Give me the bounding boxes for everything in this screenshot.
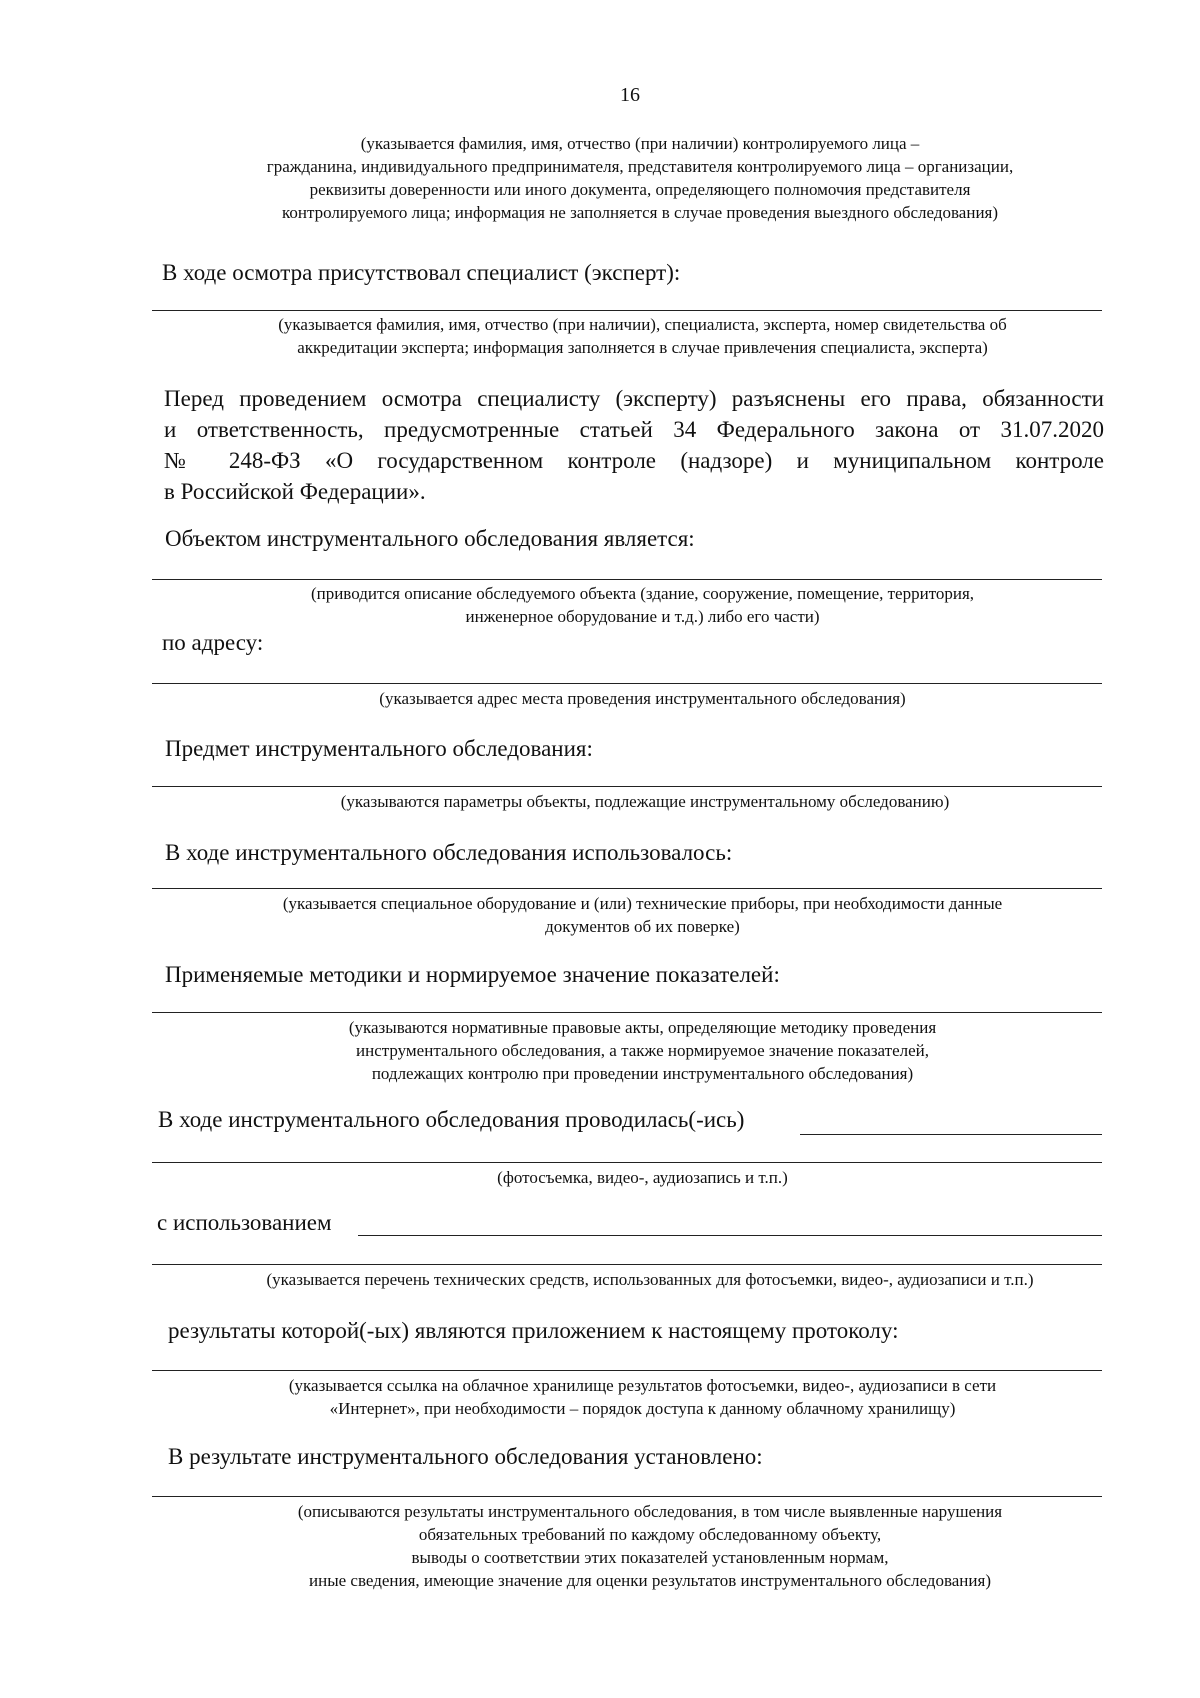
note-line: выводы о соответствии этих показателей установленным нормам, [411, 1548, 889, 1567]
note-established [150, 1500, 1150, 1592]
results-attach-label: результаты которой(-ых) являются приложением к настоящему протоколу: [168, 1318, 899, 1343]
note-line: документов об их поверке) [545, 917, 740, 936]
rights-paragraph [164, 383, 1104, 507]
note-line: иные сведения, имеющие значение для оценки результатов инструментального обследования) [309, 1571, 991, 1590]
note-object [150, 582, 1135, 628]
methods-field-line[interactable] [152, 1012, 1102, 1013]
using-label: с использованием [157, 1210, 332, 1235]
note-line: подлежащих контролю при проведении инструментального обследования) [371, 1064, 914, 1083]
note-line: реквизиты доверенности или иного документа, определяющего полномочия представителя [309, 180, 971, 199]
note-using [150, 1268, 1150, 1291]
specialist-label: В ходе осмотра присутствовал специалист (эксперт): [162, 260, 681, 285]
recording-label: В ходе инструментального обследования проводилась(-ись) [158, 1107, 745, 1132]
established-field-line[interactable] [152, 1496, 1102, 1497]
note-line: (указывается специальное оборудование и (или) технические приборы, при необходимости данные [282, 894, 1003, 913]
note-line: гражданина, индивидуального предпринимателя, представителя контролируемого лица – организации, [266, 157, 1014, 176]
note-line: аккредитации эксперта; информация заполняется в случае привлечения специалиста, эксперта) [297, 338, 988, 357]
note-line: (описываются результаты инструментального обследования, в том числе выявленные нарушения [297, 1502, 1003, 1521]
note-line: контролируемого лица; информация не заполняется в случае проведения выездного обследования) [281, 203, 999, 222]
note-address [150, 687, 1135, 710]
note-line: (указываются параметры объекты, подлежащие инструментальному обследованию) [340, 792, 950, 811]
address-field-line[interactable] [152, 683, 1102, 684]
note-inspected-person [150, 132, 1130, 224]
page-number: 16 [620, 84, 640, 106]
note-line: (указывается адрес места проведения инструментального обследования) [379, 689, 906, 708]
object-field-line[interactable] [152, 579, 1102, 580]
note-line: (указываются нормативные правовые акты, определяющие методику проведения [348, 1018, 937, 1037]
note-recording [150, 1166, 1135, 1189]
address-label: по адресу: [162, 630, 264, 655]
paragraph-line: Перед проведением осмотра специалисту (эксперту) разъяснены его права, обязанности [164, 386, 1104, 411]
note-line: (указывается перечень технических средств, использованных для фотосъемки, видео-, аудиозаписи и т.п.) [266, 1270, 1034, 1289]
methods-label: Применяемые методики и нормируемое значение показателей: [165, 962, 780, 987]
note-line: (приводится описание обследуемого объекта (здание, сооружение, помещение, территория, [310, 584, 975, 603]
object-label: Объектом инструментального обследования является: [165, 526, 695, 551]
subject-label: Предмет инструментального обследования: [165, 736, 593, 761]
note-line: (фотосъемка, видео-, аудиозапись и т.п.) [497, 1168, 788, 1187]
equipment-field-line[interactable] [152, 888, 1102, 889]
results-attach-field-line[interactable] [152, 1370, 1102, 1371]
note-results-attach [150, 1374, 1135, 1420]
note-methods [150, 1016, 1135, 1085]
subject-field-line[interactable] [152, 786, 1102, 787]
using-field-line[interactable] [152, 1264, 1102, 1265]
recording-field-line[interactable] [152, 1162, 1102, 1163]
paragraph-line: № 248-ФЗ «О государственном контроле (надзоре) и муниципальном контроле [164, 448, 1104, 473]
specialist-field-line[interactable] [152, 310, 1102, 311]
recording-inline-field-line[interactable] [800, 1134, 1102, 1135]
established-label: В результате инструментального обследования установлено: [168, 1444, 763, 1469]
note-line: инженерное оборудование и т.д.) либо его части) [465, 607, 820, 626]
note-line: (указывается ссылка на облачное хранилище результатов фотосъемки, видео-, аудиозаписи в сети [288, 1376, 997, 1395]
note-subject [150, 790, 1140, 813]
note-line: «Интернет», при необходимости – порядок доступа к данному облачному хранилищу) [329, 1399, 956, 1418]
note-line: обязательных требований по каждому обследованному объекту, [418, 1525, 882, 1544]
using-inline-field-line[interactable] [358, 1235, 1102, 1236]
paragraph-line: в Российской Федерации». [164, 479, 426, 504]
note-line: инструментального обследования, а также нормируемое значение показателей, [356, 1041, 929, 1060]
note-line: (указывается фамилия, имя, отчество (при наличии), специалиста, эксперта, номер свидетельства об [278, 315, 1007, 334]
note-line: (указывается фамилия, имя, отчество (при наличии) контролируемого лица – [360, 134, 920, 153]
paragraph-line: и ответственность, предусмотренные статьей 34 Федерального закона от 31.07.2020 [164, 417, 1104, 442]
equipment-label: В ходе инструментального обследования использовалось: [165, 840, 733, 865]
note-specialist [150, 313, 1135, 359]
note-equipment [150, 892, 1135, 938]
